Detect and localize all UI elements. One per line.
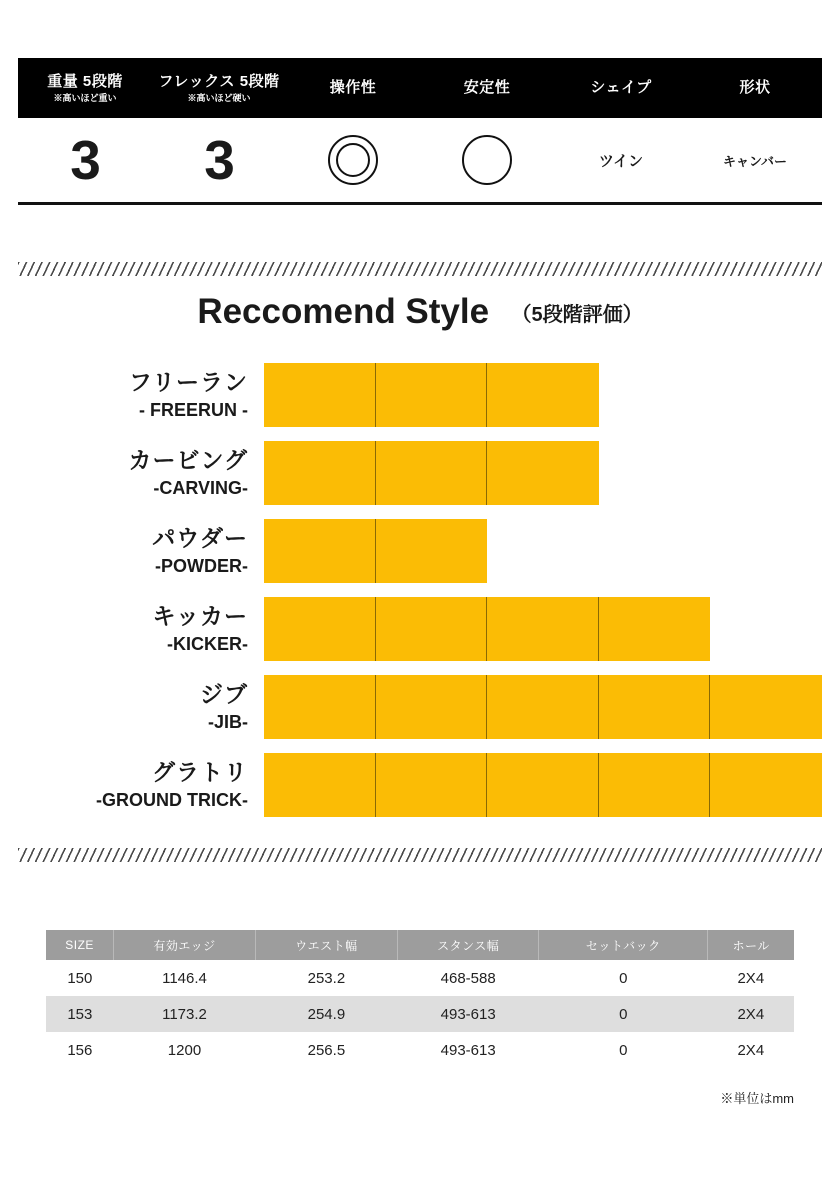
chart-row-label <box>18 524 264 577</box>
size-table-cell: 153 <box>46 996 114 1032</box>
size-table-cell: 2X4 <box>708 996 794 1032</box>
spec-header-profile-label: 形状 <box>739 79 771 97</box>
chart-row-label <box>18 368 264 421</box>
page-title: Reccomend Style <box>197 292 490 331</box>
spec-value-flex-number: 3 <box>204 128 234 191</box>
chart-bar-track <box>264 519 822 583</box>
divider-hatch-bottom <box>18 848 822 862</box>
chart-bar-segment <box>264 441 376 505</box>
chart-bar-segment <box>376 597 488 661</box>
size-table-cell: 493-613 <box>398 996 539 1032</box>
chart-row <box>18 590 822 668</box>
chart-bar-track <box>264 675 822 739</box>
divider-hatch-top <box>18 262 822 276</box>
chart-bar-segment <box>599 753 711 817</box>
spec-header-maneuverability-label: 操作性 <box>329 79 377 97</box>
spec-header-weight-note: ※高いほど重い <box>53 92 117 103</box>
spec-header-flex-label: フレックス 5段階 <box>158 72 280 90</box>
spec-header-weight-label: 重量 5段階 <box>47 72 123 90</box>
spec-value-stability <box>420 118 554 202</box>
size-table-header-row <box>46 930 794 960</box>
chart-row-label-en: -POWDER- <box>155 556 248 577</box>
spec-value-profile-text: キャンバー <box>722 153 788 169</box>
size-table-header-cell: セットバック <box>539 930 708 960</box>
chart-bar-segment <box>264 363 376 427</box>
size-table-cell: 493-613 <box>398 1032 539 1068</box>
spec-value-maneuverability <box>286 118 420 202</box>
chart-bar <box>264 441 599 505</box>
chart-row-label <box>18 758 264 811</box>
spec-table <box>18 58 822 205</box>
size-table-cell: 2X4 <box>708 1032 794 1068</box>
spec-header-weight <box>18 58 152 118</box>
size-table-cell: 0 <box>539 1032 708 1068</box>
chart-row-label-ja: パウダー <box>152 525 248 552</box>
spec-value-shape <box>554 118 688 202</box>
chart-row-label-en: - FREERUN - <box>139 400 248 421</box>
size-table-unit-note: ※単位はmm <box>720 1091 794 1106</box>
size-table-cell: 253.2 <box>255 960 397 996</box>
chart-row-label-ja: グラトリ <box>152 759 248 786</box>
size-table <box>46 930 794 1068</box>
chart-row-label <box>18 680 264 733</box>
size-table-header-cell: ホール <box>708 930 794 960</box>
chart-bar-segment <box>264 597 376 661</box>
size-table-header-cell: SIZE <box>46 930 114 960</box>
size-table-cell: 2X4 <box>708 960 794 996</box>
chart-row <box>18 746 822 824</box>
size-table-header-cell: ウエスト幅 <box>255 930 397 960</box>
spec-header-stability <box>420 58 554 118</box>
size-table-header-cell: 有効エッジ <box>114 930 256 960</box>
chart-row-label-ja: フリーラン <box>128 369 248 396</box>
size-table-header-cell: スタンス幅 <box>398 930 539 960</box>
chart-bar-segment <box>710 753 822 817</box>
reccomend-style-chart <box>18 356 822 824</box>
chart-row <box>18 512 822 590</box>
spec-value-weight-number: 3 <box>70 128 100 191</box>
spec-value-flex <box>152 118 286 202</box>
chart-bar-segment <box>376 363 488 427</box>
size-table-cell: 256.5 <box>255 1032 397 1068</box>
chart-row-label-ja: キッカー <box>152 603 248 630</box>
chart-bar <box>264 597 710 661</box>
chart-bar-segment <box>376 675 488 739</box>
chart-bar-segment <box>376 519 488 583</box>
chart-bar-segment <box>376 441 488 505</box>
size-table-cell: 1173.2 <box>114 996 256 1032</box>
chart-bar-segment <box>264 753 376 817</box>
chart-bar-segment <box>487 597 599 661</box>
chart-row <box>18 434 822 512</box>
spec-header-shape <box>554 58 688 118</box>
spec-value-shape-text: ツイン <box>598 152 644 170</box>
chart-bar-segment <box>376 753 488 817</box>
chart-row-label-en: -CARVING- <box>153 478 248 499</box>
chart-row-label-ja: ジブ <box>200 681 248 708</box>
chart-row-label-en: -JIB- <box>208 712 248 733</box>
chart-row <box>18 356 822 434</box>
chart-bar <box>264 753 822 817</box>
size-table-cell: 150 <box>46 960 114 996</box>
chart-bar-segment <box>487 675 599 739</box>
size-table-cell: 468-588 <box>398 960 539 996</box>
spec-header-flex <box>152 58 286 118</box>
double-circle-icon <box>328 135 378 185</box>
size-table-cell: 1146.4 <box>114 960 256 996</box>
chart-row-label <box>18 446 264 499</box>
table-row <box>46 1032 794 1068</box>
spec-header-stability-label: 安定性 <box>463 79 511 97</box>
spec-header-profile <box>688 58 822 118</box>
spec-header-maneuverability <box>286 58 420 118</box>
table-row <box>46 996 794 1032</box>
size-table-cell: 156 <box>46 1032 114 1068</box>
size-table-cell: 0 <box>539 960 708 996</box>
chart-bar-segment <box>487 441 599 505</box>
reccomend-style-heading <box>0 292 840 332</box>
chart-bar-segment <box>264 519 376 583</box>
size-table-cell: 254.9 <box>255 996 397 1032</box>
chart-row-label-ja: カービング <box>128 447 248 474</box>
size-table-cell: 0 <box>539 996 708 1032</box>
chart-bar-segment <box>599 597 711 661</box>
chart-bar-segment <box>710 675 822 739</box>
table-row <box>46 960 794 996</box>
chart-bar-segment <box>599 675 711 739</box>
chart-row-label-en: -GROUND TRICK- <box>96 790 248 811</box>
chart-bar-track <box>264 597 822 661</box>
spec-table-header-row <box>18 58 822 118</box>
chart-row <box>18 668 822 746</box>
chart-bar <box>264 675 822 739</box>
chart-bar-segment <box>264 675 376 739</box>
chart-bar-track <box>264 363 822 427</box>
chart-bar-segment <box>487 363 599 427</box>
chart-bar-track <box>264 753 822 817</box>
spec-value-profile <box>688 118 822 202</box>
spec-header-flex-note: ※高いほど硬い <box>187 92 251 103</box>
spec-table-value-row <box>18 118 822 205</box>
chart-bar-track <box>264 441 822 505</box>
chart-row-label-en: -KICKER- <box>167 634 248 655</box>
chart-bar-segment <box>487 753 599 817</box>
spec-value-weight <box>18 118 152 202</box>
chart-row-label <box>18 602 264 655</box>
size-table-cell: 1200 <box>114 1032 256 1068</box>
page-subtitle: （5段階評価） <box>511 303 643 326</box>
spec-header-shape-label: シェイプ <box>590 79 652 97</box>
circle-icon <box>462 135 512 185</box>
chart-bar <box>264 519 487 583</box>
chart-bar <box>264 363 599 427</box>
